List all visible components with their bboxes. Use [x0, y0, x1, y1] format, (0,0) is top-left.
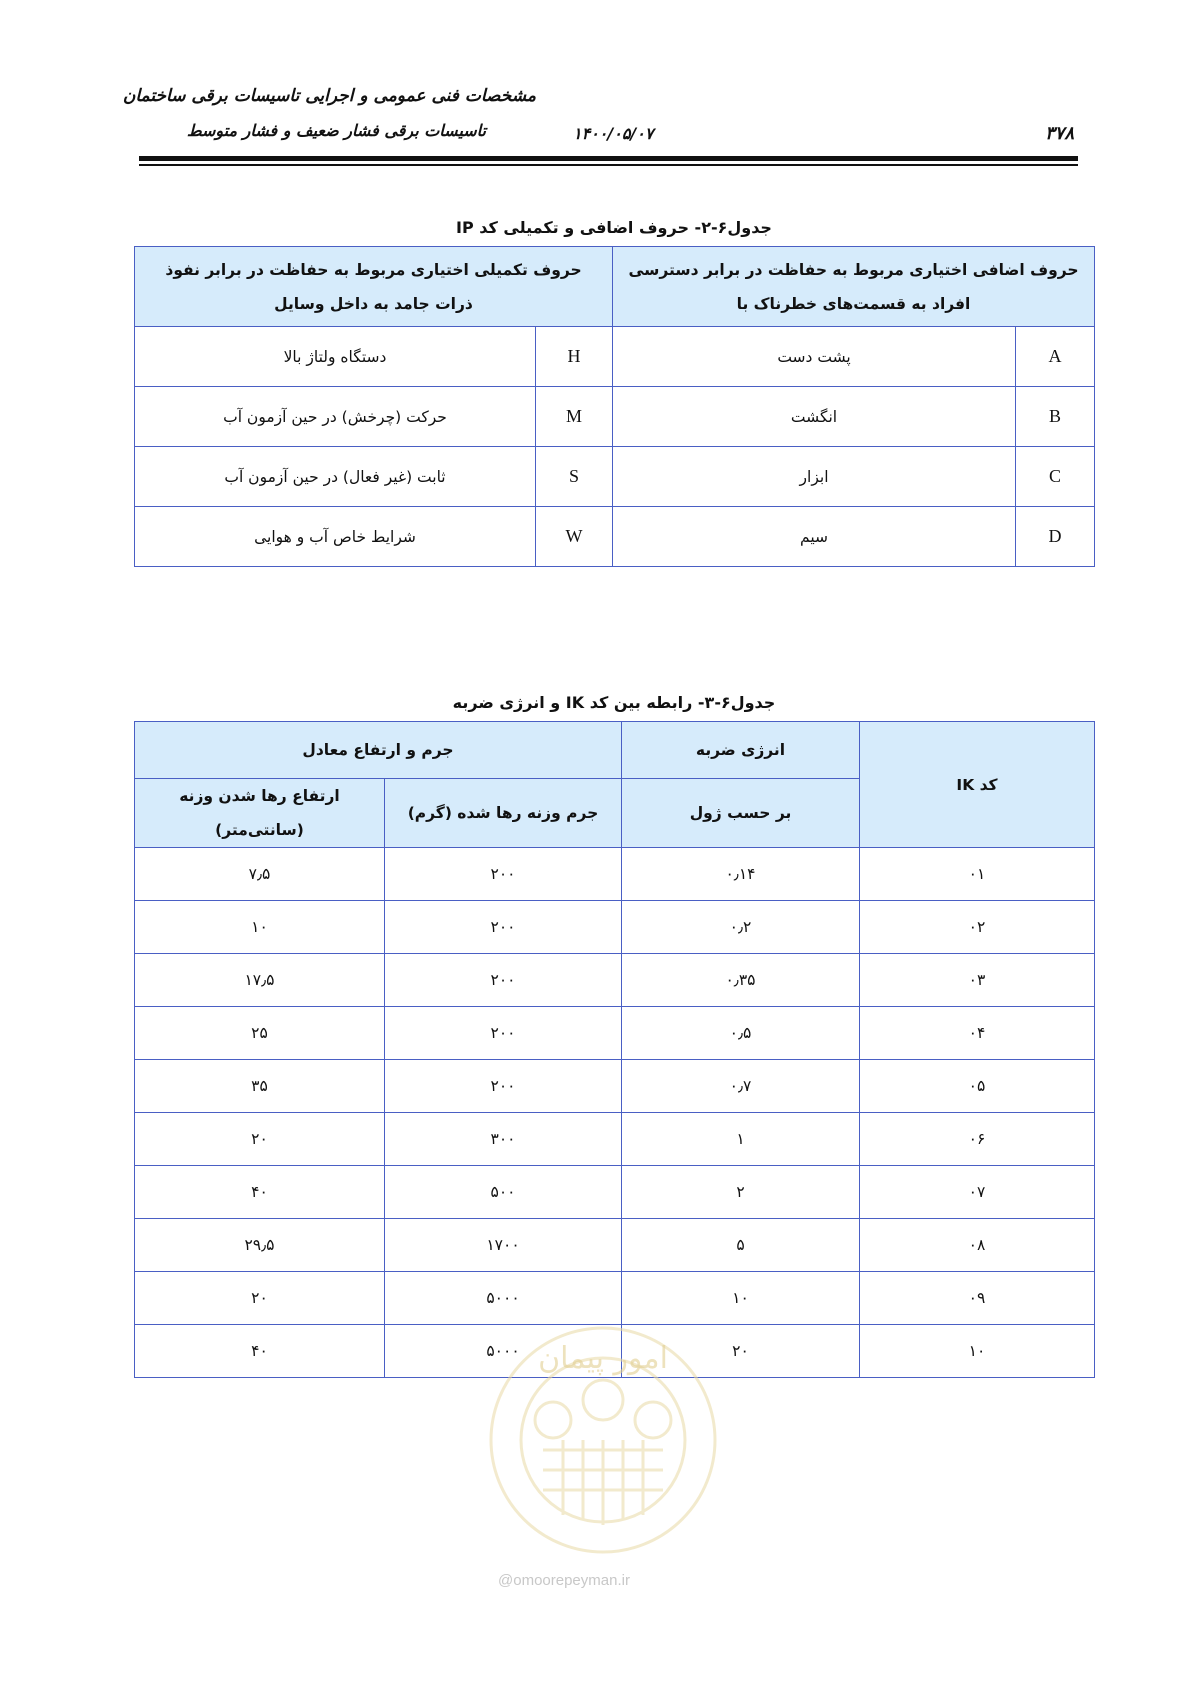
table2-cell-height: ۳۵ [135, 1060, 385, 1113]
table1-head-right: حروف اضافی اختیاری مربوط به حفاظت در برابر دسترسی افراد به قسمت‌های خطرناک با [613, 247, 1095, 327]
table1-cell-desc2: دستگاه ولتاژ بالا [135, 327, 536, 387]
table1-row [135, 507, 1095, 567]
table2-cell-mass: ۲۰۰ [385, 901, 622, 954]
table2-cell-energy: ۱ [622, 1113, 860, 1166]
table2-cell-energy: ۱۰ [622, 1272, 860, 1325]
table2-head-equiv: جرم و ارتفاع معادل [135, 722, 622, 779]
table1-cell-desc1: ابزار [613, 447, 1016, 507]
table2-head-height: ارتفاع رها شدن وزنه (سانتی‌متر) [135, 779, 385, 848]
table2-cell-energy: ۲ [622, 1166, 860, 1219]
table2-cell-energy: ۲۰ [622, 1325, 860, 1378]
table2-row [135, 1113, 1095, 1166]
table2-cell-code: ۰۲ [860, 901, 1095, 954]
table1-cell-desc1: انگشت [613, 387, 1016, 447]
table2-header-row-1 [135, 722, 1095, 779]
table1-cell-code2: W [536, 507, 613, 567]
table1-cell-code2: M [536, 387, 613, 447]
table1-caption: جدول۶-۲- حروف اضافی و تکمیلی کد IP [456, 218, 772, 237]
table2-cell-energy: ۰٫۱۴ [622, 848, 860, 901]
table1-header-row [135, 247, 1095, 327]
table2-cell-mass: ۱۷۰۰ [385, 1219, 622, 1272]
table2-head-energy-unit: بر حسب ژول [622, 779, 860, 848]
table2-head-energy: انرژی ضربه [622, 722, 860, 779]
table2-row [135, 1007, 1095, 1060]
table2-cell-height: ۲۹٫۵ [135, 1219, 385, 1272]
table2-cell-height: ۴۰ [135, 1166, 385, 1219]
table2-cell-energy: ۰٫۳۵ [622, 954, 860, 1007]
table2-head-mass: جرم وزنه رها شده (گرم) [385, 779, 622, 848]
table2-cell-energy: ۵ [622, 1219, 860, 1272]
table2-cell-code: ۰۱ [860, 848, 1095, 901]
table2-head-code: کد IK [860, 722, 1095, 848]
document-subtitle: تاسیسات برقی فشار ضعیف و فشار متوسط [186, 121, 486, 140]
table2-cell-code: ۰۳ [860, 954, 1095, 1007]
table1-cell-desc2: شرایط خاص آب و هوایی [135, 507, 536, 567]
table1-cell-code2: S [536, 447, 613, 507]
table2-cell-mass: ۵۰۰۰ [385, 1272, 622, 1325]
table1-row [135, 447, 1095, 507]
table2-row [135, 1166, 1095, 1219]
table1-cell-desc1: سیم [613, 507, 1016, 567]
table2-cell-mass: ۲۰۰ [385, 1007, 622, 1060]
table2-cell-code: ۰۴ [860, 1007, 1095, 1060]
table2-cell-mass: ۲۰۰ [385, 1060, 622, 1113]
table2-cell-height: ۱۰ [135, 901, 385, 954]
table1-row [135, 327, 1095, 387]
table2-cell-height: ۷٫۵ [135, 848, 385, 901]
document-date: ۱۴۰۰/۰۵/۰۷ [573, 124, 654, 143]
watermark-seal-text: امور پیمان [538, 1341, 668, 1376]
table2-cell-code: ۰۹ [860, 1272, 1095, 1325]
table2-cell-code: ۰۷ [860, 1166, 1095, 1219]
table2-cell-mass: ۲۰۰ [385, 848, 622, 901]
header-rule-thick [139, 156, 1078, 161]
table2-row [135, 901, 1095, 954]
table1-cell-desc2: حرکت (چرخش) در حین آزمون آب [135, 387, 536, 447]
table2-cell-height: ۲۵ [135, 1007, 385, 1060]
table2-cell-code: ۱۰ [860, 1325, 1095, 1378]
header-rule-thin [139, 164, 1078, 166]
table2-cell-code: ۰۵ [860, 1060, 1095, 1113]
table2-row [135, 1219, 1095, 1272]
table2-cell-height: ۴۰ [135, 1325, 385, 1378]
watermark-seal [483, 1320, 723, 1560]
table1-cell-desc1: پشت دست [613, 327, 1016, 387]
table2-row [135, 1272, 1095, 1325]
ip-code-table [134, 246, 1095, 567]
table1-cell-desc2: ثابت (غیر فعال) در حین آزمون آب [135, 447, 536, 507]
watermark-site: @omoorepeyman.ir [498, 1572, 630, 1589]
table1-cell-code2: H [536, 327, 613, 387]
table2-cell-mass: ۲۰۰ [385, 954, 622, 1007]
table1-cell-code1: D [1016, 507, 1095, 567]
ik-code-table [134, 721, 1095, 1378]
page-number: ۳۷۸ [1045, 123, 1075, 144]
table1-cell-code1: B [1016, 387, 1095, 447]
table2-row [135, 1060, 1095, 1113]
table2-cell-mass: ۳۰۰ [385, 1113, 622, 1166]
table2-cell-code: ۰۶ [860, 1113, 1095, 1166]
table2-cell-height: ۲۰ [135, 1113, 385, 1166]
table2-cell-height: ۱۷٫۵ [135, 954, 385, 1007]
table1-cell-code1: C [1016, 447, 1095, 507]
table2-cell-energy: ۰٫۵ [622, 1007, 860, 1060]
table1-cell-code1: A [1016, 327, 1095, 387]
table2-row [135, 848, 1095, 901]
table2-cell-energy: ۰٫۲ [622, 901, 860, 954]
table2-cell-mass: ۵۰۰ [385, 1166, 622, 1219]
table1-head-left: حروف تکمیلی اختیاری مربوط به حفاظت در برابر نفوذ ذرات جامد به داخل وسایل [135, 247, 613, 327]
table1-row [135, 387, 1095, 447]
table2-cell-energy: ۰٫۷ [622, 1060, 860, 1113]
table2-caption: جدول۶-۳- رابطه بین کد IK و انرژی ضربه [452, 693, 776, 712]
document-title: مشخصات فنی عمومی و اجرایی تاسیسات برقی ساختمان [122, 86, 536, 106]
table2-cell-mass: ۵۰۰۰ [385, 1325, 622, 1378]
table2-cell-code: ۰۸ [860, 1219, 1095, 1272]
table2-row [135, 954, 1095, 1007]
table2-cell-height: ۲۰ [135, 1272, 385, 1325]
